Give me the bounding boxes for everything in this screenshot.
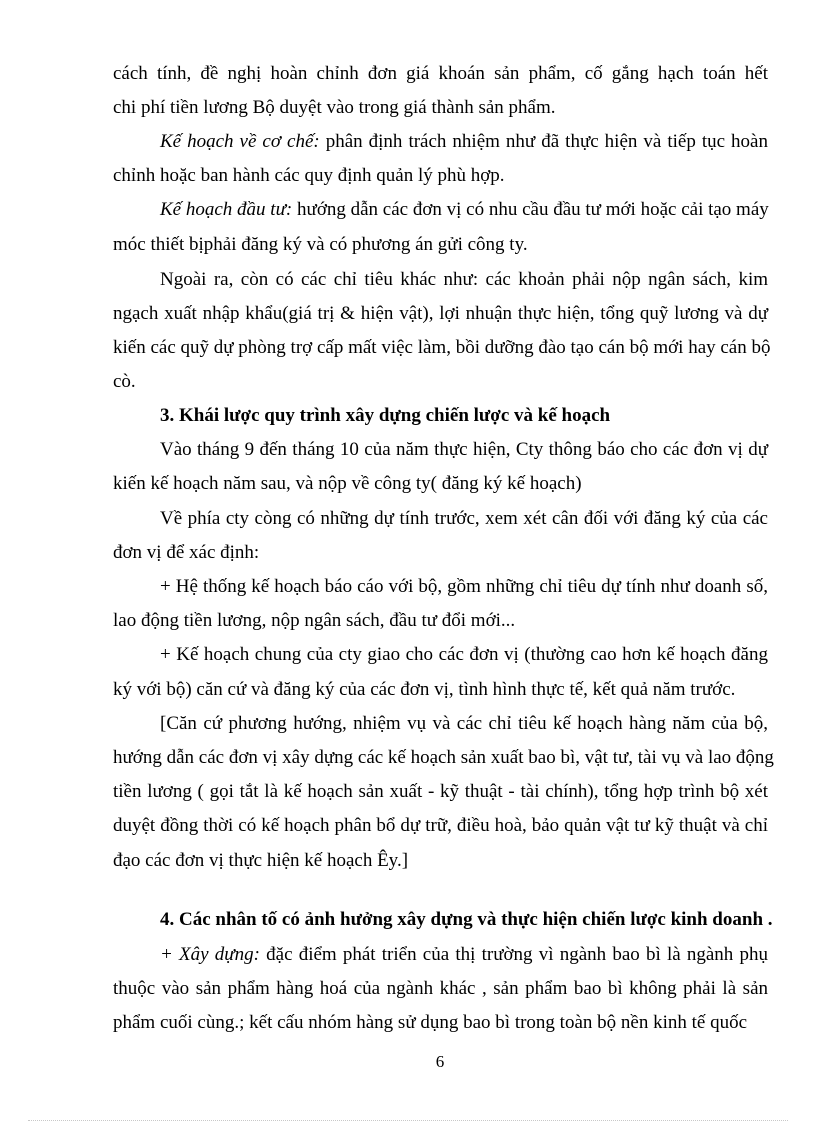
section-heading: 3. Khái lược quy trình xây dựng chiến lược và kế hoạch <box>160 405 611 426</box>
text-line: móc thiết bịphải đăng ký và có phương án gửi công ty. <box>113 234 528 255</box>
text-line: tiền lương ( gọi tắt là kế hoạch sản xuất - kỹ thuật - tài chính), tổng hợp trình bộ xét <box>113 781 768 802</box>
text-run: hướng dẫn các đơn vị có nhu cầu đầu tư mới hoặc cải tạo máy <box>292 199 769 220</box>
text-line: đơn vị để xác định: <box>113 542 260 563</box>
text-line: phẩm cuối cùng.; kết cấu nhóm hàng sử dụng bao bì trong toàn bộ nền kinh tế quốc <box>113 1012 748 1033</box>
italic-heading: Kế hoạch về cơ chế: <box>160 131 320 152</box>
page-number: 6 <box>435 1052 445 1071</box>
text-line: hướng dẫn các đơn vị xây dựng các kế hoạch sản xuất bao bì, vật tư, tài vụ và lao động <box>113 747 774 768</box>
text-line: duyệt đồng thời có kế hoạch phân bổ dự trữ, điều hoà, bảo quản vật tư kỹ thuật và chỉ <box>113 815 768 836</box>
text-line <box>160 938 768 972</box>
text-line: lao động tiền lương, nộp ngân sách, đầu tư đổi mới... <box>113 610 516 631</box>
text-line: chỉnh hoặc ban hành các quy định quản lý phù hợp. <box>113 165 505 186</box>
italic-heading: + Xây dựng: <box>160 944 260 965</box>
text-line: Ngoài ra, còn có các chỉ tiêu khác như: các khoản phải nộp ngân sách, kim <box>160 269 768 290</box>
text-line: ký với bộ) căn cứ và đăng ký của các đơn vị, tình hình thực tế, kết quả năm trước. <box>113 679 736 700</box>
text-line: kiến kế hoạch năm sau, và nộp về công ty( đăng ký kế hoạch) <box>113 473 582 494</box>
text-line: Vào tháng 9 đến tháng 10 của năm thực hiện, Cty thông báo cho các đơn vị dự <box>160 439 768 460</box>
text-line: chi phí tiền lương Bộ duyệt vào trong giá thành sản phẩm. <box>113 97 556 118</box>
text-line <box>160 193 768 227</box>
text-line <box>160 125 768 159</box>
text-line: thuộc vào sản phẩm hàng hoá của ngành khác , sản phẩm bao bì không phải là sản <box>113 978 768 999</box>
text-line: cò. <box>113 371 136 392</box>
page-bottom-rule <box>28 1120 788 1121</box>
text-line: kiến các quỹ dự phòng trợ cấp mất việc làm, bồi dưỡng đào tạo cán bộ mới hay cán bộ <box>113 337 771 358</box>
text-run: đặc điểm phát triển của thị trường vì ngành bao bì là ngành phụ <box>259 944 768 965</box>
text-line: Về phía cty còng có những dự tính trước, xem xét cân đối với đăng ký của các <box>160 508 768 529</box>
text-line: cách tính, đề nghị hoàn chỉnh đơn giá khoán sản phẩm, cố gắng hạch toán hết <box>113 63 768 84</box>
text-line: [Căn cứ phương hướng, nhiệm vụ và các chỉ tiêu kế hoạch hàng năm của bộ, <box>160 713 768 734</box>
text-run: phân định trách nhiệm như đã thực hiện và tiếp tục hoàn <box>319 131 768 152</box>
text-line: + Kế hoạch chung của cty giao cho các đơn vị (thường cao hơn kế hoạch đăng <box>160 644 768 665</box>
italic-heading: Kế hoạch đầu tư: <box>160 199 293 220</box>
text-line: ngạch xuất nhập khẩu(giá trị & hiện vật), lợi nhuận thực hiện, tổng quỹ lương và dự <box>113 303 768 324</box>
text-line: + Hệ thống kế hoạch báo cáo với bộ, gồm những chỉ tiêu dự tính như doanh số, <box>160 576 768 597</box>
text-line: đạo các đơn vị thực hiện kế hoạch Êy.] <box>113 850 409 871</box>
section-heading: 4. Các nhân tố có ảnh hưởng xây dựng và thực hiện chiến lược kinh doanh . <box>160 909 773 930</box>
